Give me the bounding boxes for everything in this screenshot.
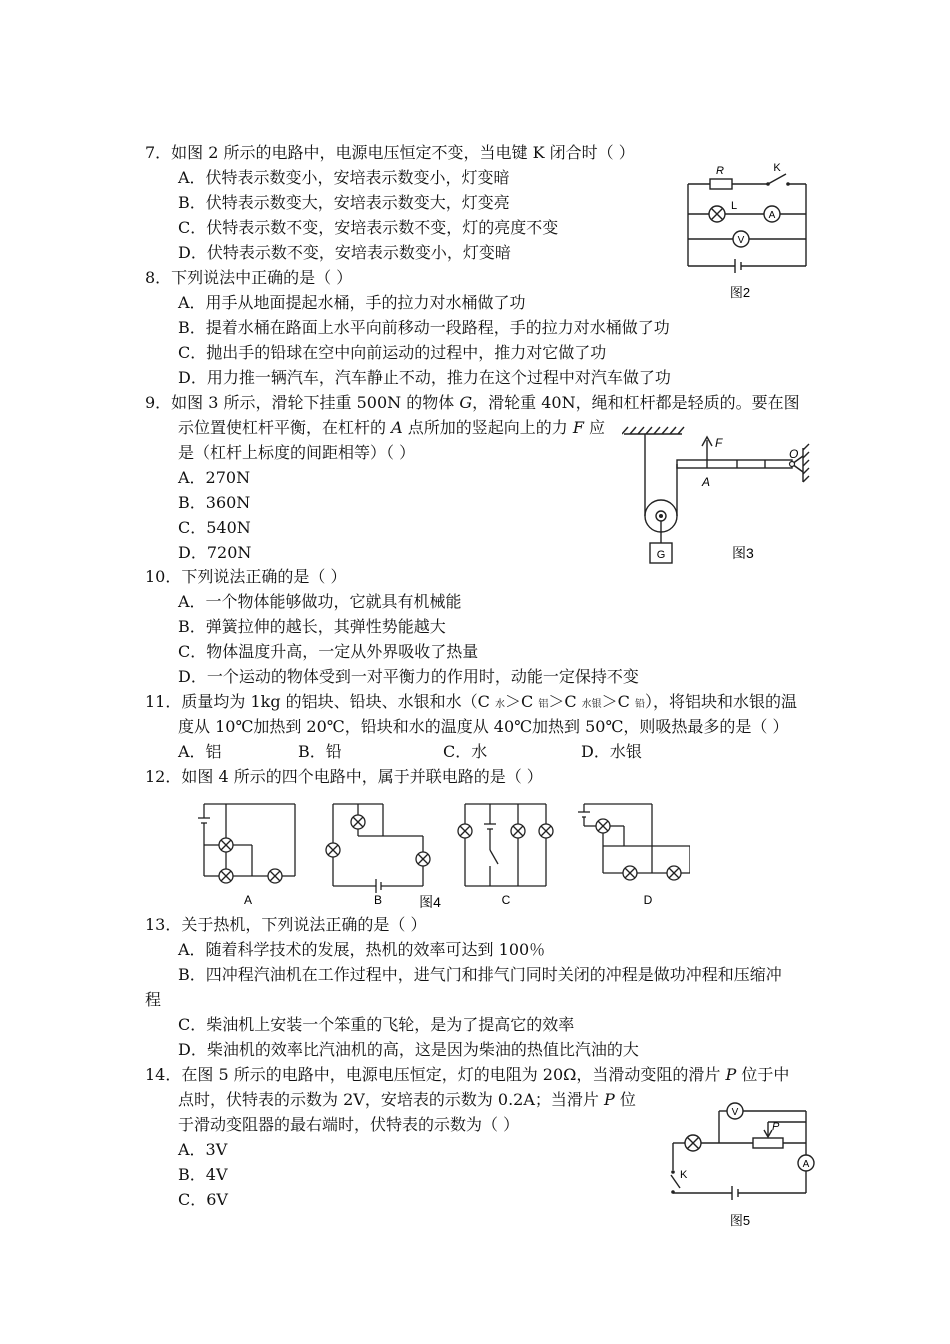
q14-option-b: B．4V [178,1165,228,1184]
q13-option-a: A．随着科学技术的发展，热机的效率可达到 100％ [178,940,546,959]
fig2-label-k: K [773,162,781,174]
q13-option-d: D．柴油机的效率比汽油机的高，这是因为柴油的热值比汽油的大 [178,1040,639,1059]
q14-option-c: C．6V [178,1190,228,1209]
q11-option-a: A．铝 [178,742,222,761]
q9-option-d: D．720N [178,543,252,562]
q9-option-a: A．270N [178,468,251,487]
q11-stem-line1: 11．质量均为 1kg 的铝块、铅块、水银和水（C 水＞C 铝＞C 水银＞C 铅），将铝块和水银的温 [145,692,798,711]
q13-option-c: C．柴油机上安装一个笨重的飞轮，是为了提高它的效率 [178,1015,575,1034]
fig5-voltmeter-label: V [731,1107,739,1118]
q13-option-b: B．四冲程汽油机在工作过程中，进气门和排气门同时关闭的冲程是做功冲程和压缩冲 [178,965,782,984]
fig4-caption: 图4 [419,894,441,910]
fig3-label-f: F [715,436,723,450]
q8-option-d: D．用力推一辆汽车，汽车静止不动，推力在这个过程中对汽车做了功 [178,368,671,387]
fig5-label-k: K [680,1169,688,1181]
q8-option-a: A．用手从地面提起水桶，手的拉力对水桶做了功 [178,293,526,312]
figure-3-lever-pulley [622,420,817,570]
circuit-c [465,804,546,886]
q11-option-d: D．水银 [581,742,642,761]
fig3-label-o: O [789,447,799,461]
q13-stem: 13．关于热机，下列说法正确的是（ ） [145,915,427,934]
fig5-ammeter-label: A [802,1159,810,1170]
fig2-voltmeter-label: V [737,235,745,246]
figure-4-circuits [190,798,690,910]
q13-option-b-cont: 程 [145,990,162,1009]
q8-option-b: B．提着水桶在路面上水平向前移动一段路程，手的拉力对水桶做了功 [178,318,670,337]
q7-option-c: C．伏特表示数不变，安培表示数不变，灯的亮度不变 [178,218,559,237]
q9-stem-line1: 9．如图 3 所示，滑轮下挂重 500N 的物体 G，滑轮重 40N，绳和杠杆都是轻质的。要在图 [145,393,800,412]
q9-option-b: B．360N [178,493,251,512]
q14-stem-line2: 点时，伏特表的示数为 2V，安培表的示数为 0.2A；当滑片 P 位 [178,1090,636,1109]
fig2-ammeter-label: A [768,210,776,221]
q10-option-a: A．一个物体能够做功，它就具有机械能 [178,592,462,611]
fig4-label-d: D [643,893,653,907]
fig3-label-g: G [656,549,666,561]
q14-option-a: A．3V [178,1140,228,1159]
figure-2-circuit [680,160,815,302]
q7-option-d: D．伏特表示数不变，安培表示数变小，灯变暗 [178,243,511,262]
q11-stem-line2: 度从 10℃加热到 20℃，铅块和水的温度从 40℃加热到 50℃，则吸热最多的是（ ） [178,717,789,736]
q7-option-a: A．伏特表示数变小，安培表示数变小，灯变暗 [178,168,510,187]
q8-option-c: C．抛出手的铅球在空中向前运动的过程中，推力对它做了功 [178,343,607,362]
q14-stem-line3: 于滑动变阻器的最右端时，伏特表的示数为（ ） [178,1115,520,1134]
q9-stem-line3: 是（杠杆上标度的间距相等）（ ） [178,443,416,462]
circuit-d [578,804,690,873]
q10-option-c: C．物体温度升高，一定从外界吸收了热量 [178,642,479,661]
fig2-label-l: L [730,200,738,212]
q11-option-c: C．水 [443,742,488,761]
fig5-caption: 图5 [729,1213,751,1228]
fig5-label-p: P [772,1121,780,1133]
q9-stem-line2: 示位置使杠杆平衡，在杠杆的 A 点所加的竖起向上的力 F 应 [178,418,606,437]
fig3-caption: 图3 [732,545,754,561]
q12-stem: 12．如图 4 所示的四个电路中，属于并联电路的是（ ） [145,767,543,786]
q8-stem: 8．下列说法中正确的是（ ） [145,268,353,287]
q10-stem: 10．下列说法正确的是（ ） [145,567,347,586]
q11-option-b: B．铅 [298,742,342,761]
q7-stem: 7．如图 2 所示的电路中，电源电压恒定不变，当电键 K 闭合时（ ） [145,143,635,162]
q14-stem-line1: 14．在图 5 所示的电路中，电源电压恒定，灯的电阻为 20Ω，当滑动变阻的滑片 P 位于中 [145,1065,790,1084]
fig2-caption: 图2 [729,285,751,300]
fig4-label-c: C [501,893,511,907]
fig3-label-a: A [702,475,711,489]
q10-option-b: B．弹簧拉伸的越长，其弹性势能越大 [178,617,446,636]
fig4-label-b: B [373,893,383,907]
q7-option-b: B．伏特表示数变大，安培表示数变大，灯变亮 [178,193,510,212]
q9-option-c: C．540N [178,518,251,537]
circuit-b [333,804,423,893]
q10-option-d: D．一个运动的物体受到一对平衡力的作用时，动能一定保持不变 [178,667,639,686]
figure-5-circuit [660,1100,820,1235]
circuit-a [198,804,295,876]
fig4-label-a: A [243,893,253,907]
fig2-label-r: R [716,165,724,177]
